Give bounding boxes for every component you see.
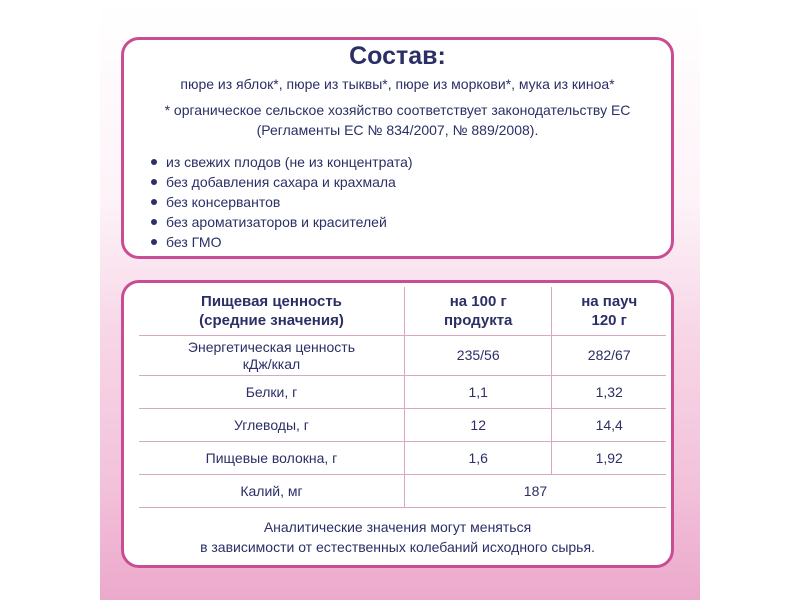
header-line: 120 г <box>591 312 627 329</box>
header-per-pouch <box>552 287 666 336</box>
features-list <box>150 152 413 252</box>
feature-item <box>150 212 413 232</box>
footnote-line-2: (Регламенты ЕС № 834/2007, № 889/2008). <box>256 122 539 138</box>
header-line: на 100 г <box>449 293 507 310</box>
bullet-icon <box>151 239 157 245</box>
bullet-icon <box>151 159 157 165</box>
row-name-energy <box>139 336 404 376</box>
bullet-icon <box>151 179 157 185</box>
nutrition-table <box>139 287 666 508</box>
feature-item <box>150 172 413 192</box>
row-name-potassium: Калий, мг <box>139 475 404 508</box>
cell-per100: 1,1 <box>404 376 551 409</box>
table-row <box>139 409 666 442</box>
row-name-carbs: Углеводы, г <box>139 409 404 442</box>
feature-item <box>150 192 413 212</box>
table-row <box>139 336 666 376</box>
cell-per100: 1,6 <box>404 442 551 475</box>
composition-card <box>121 37 674 259</box>
feature-label: без ГМО <box>166 234 222 250</box>
header-line: продукта <box>443 312 513 329</box>
bullet-icon <box>151 199 157 205</box>
feature-item <box>150 232 413 252</box>
ingredients-text: пюре из яблок*, пюре из тыквы*, пюре из моркови*, мука из киноа* <box>180 76 615 92</box>
cell-per100: 235/56 <box>404 336 551 376</box>
feature-label: без консервантов <box>166 194 281 210</box>
header-line: на пауч <box>581 293 638 310</box>
organic-footnote <box>134 100 661 140</box>
cell-line: кДж/ккал <box>242 355 301 372</box>
note-line-1: Аналитические значения могут меняться <box>263 519 532 535</box>
note-line-2: в зависимости от естественных колебаний исходного сырья. <box>200 539 595 555</box>
table-row <box>139 442 666 475</box>
footnote-line-1: * органическое сельское хозяйство соответствует законодательству ЕС <box>164 102 631 118</box>
cell-per-pouch: 1,32 <box>552 376 666 409</box>
composition-title: Состав: <box>349 42 446 70</box>
table-row <box>139 475 666 508</box>
header-line: (средние значения) <box>199 312 344 329</box>
header-per-100g <box>404 287 551 336</box>
cell-per-pouch: 282/67 <box>552 336 666 376</box>
table-header-row <box>139 287 666 336</box>
cell-per-pouch: 14,4 <box>552 409 666 442</box>
feature-label: без добавления сахара и крахмала <box>166 174 396 190</box>
cell-per100: 12 <box>404 409 551 442</box>
nutrition-card <box>121 280 674 568</box>
cell-merged-value: 187 <box>404 475 666 508</box>
feature-item <box>150 152 413 172</box>
row-name-protein: Белки, г <box>139 376 404 409</box>
feature-label: из свежих плодов (не из концентрата) <box>166 154 413 170</box>
table-row <box>139 376 666 409</box>
row-name-fiber: Пищевые волокна, г <box>139 442 404 475</box>
analytic-note <box>124 517 671 557</box>
header-line: Пищевая ценность <box>201 293 342 310</box>
bullet-icon <box>151 219 157 225</box>
cell-line: Энергетическая ценность <box>187 338 356 355</box>
header-nutritional-value <box>139 287 404 336</box>
feature-label: без ароматизаторов и красителей <box>166 214 387 230</box>
cell-per-pouch: 1,92 <box>552 442 666 475</box>
